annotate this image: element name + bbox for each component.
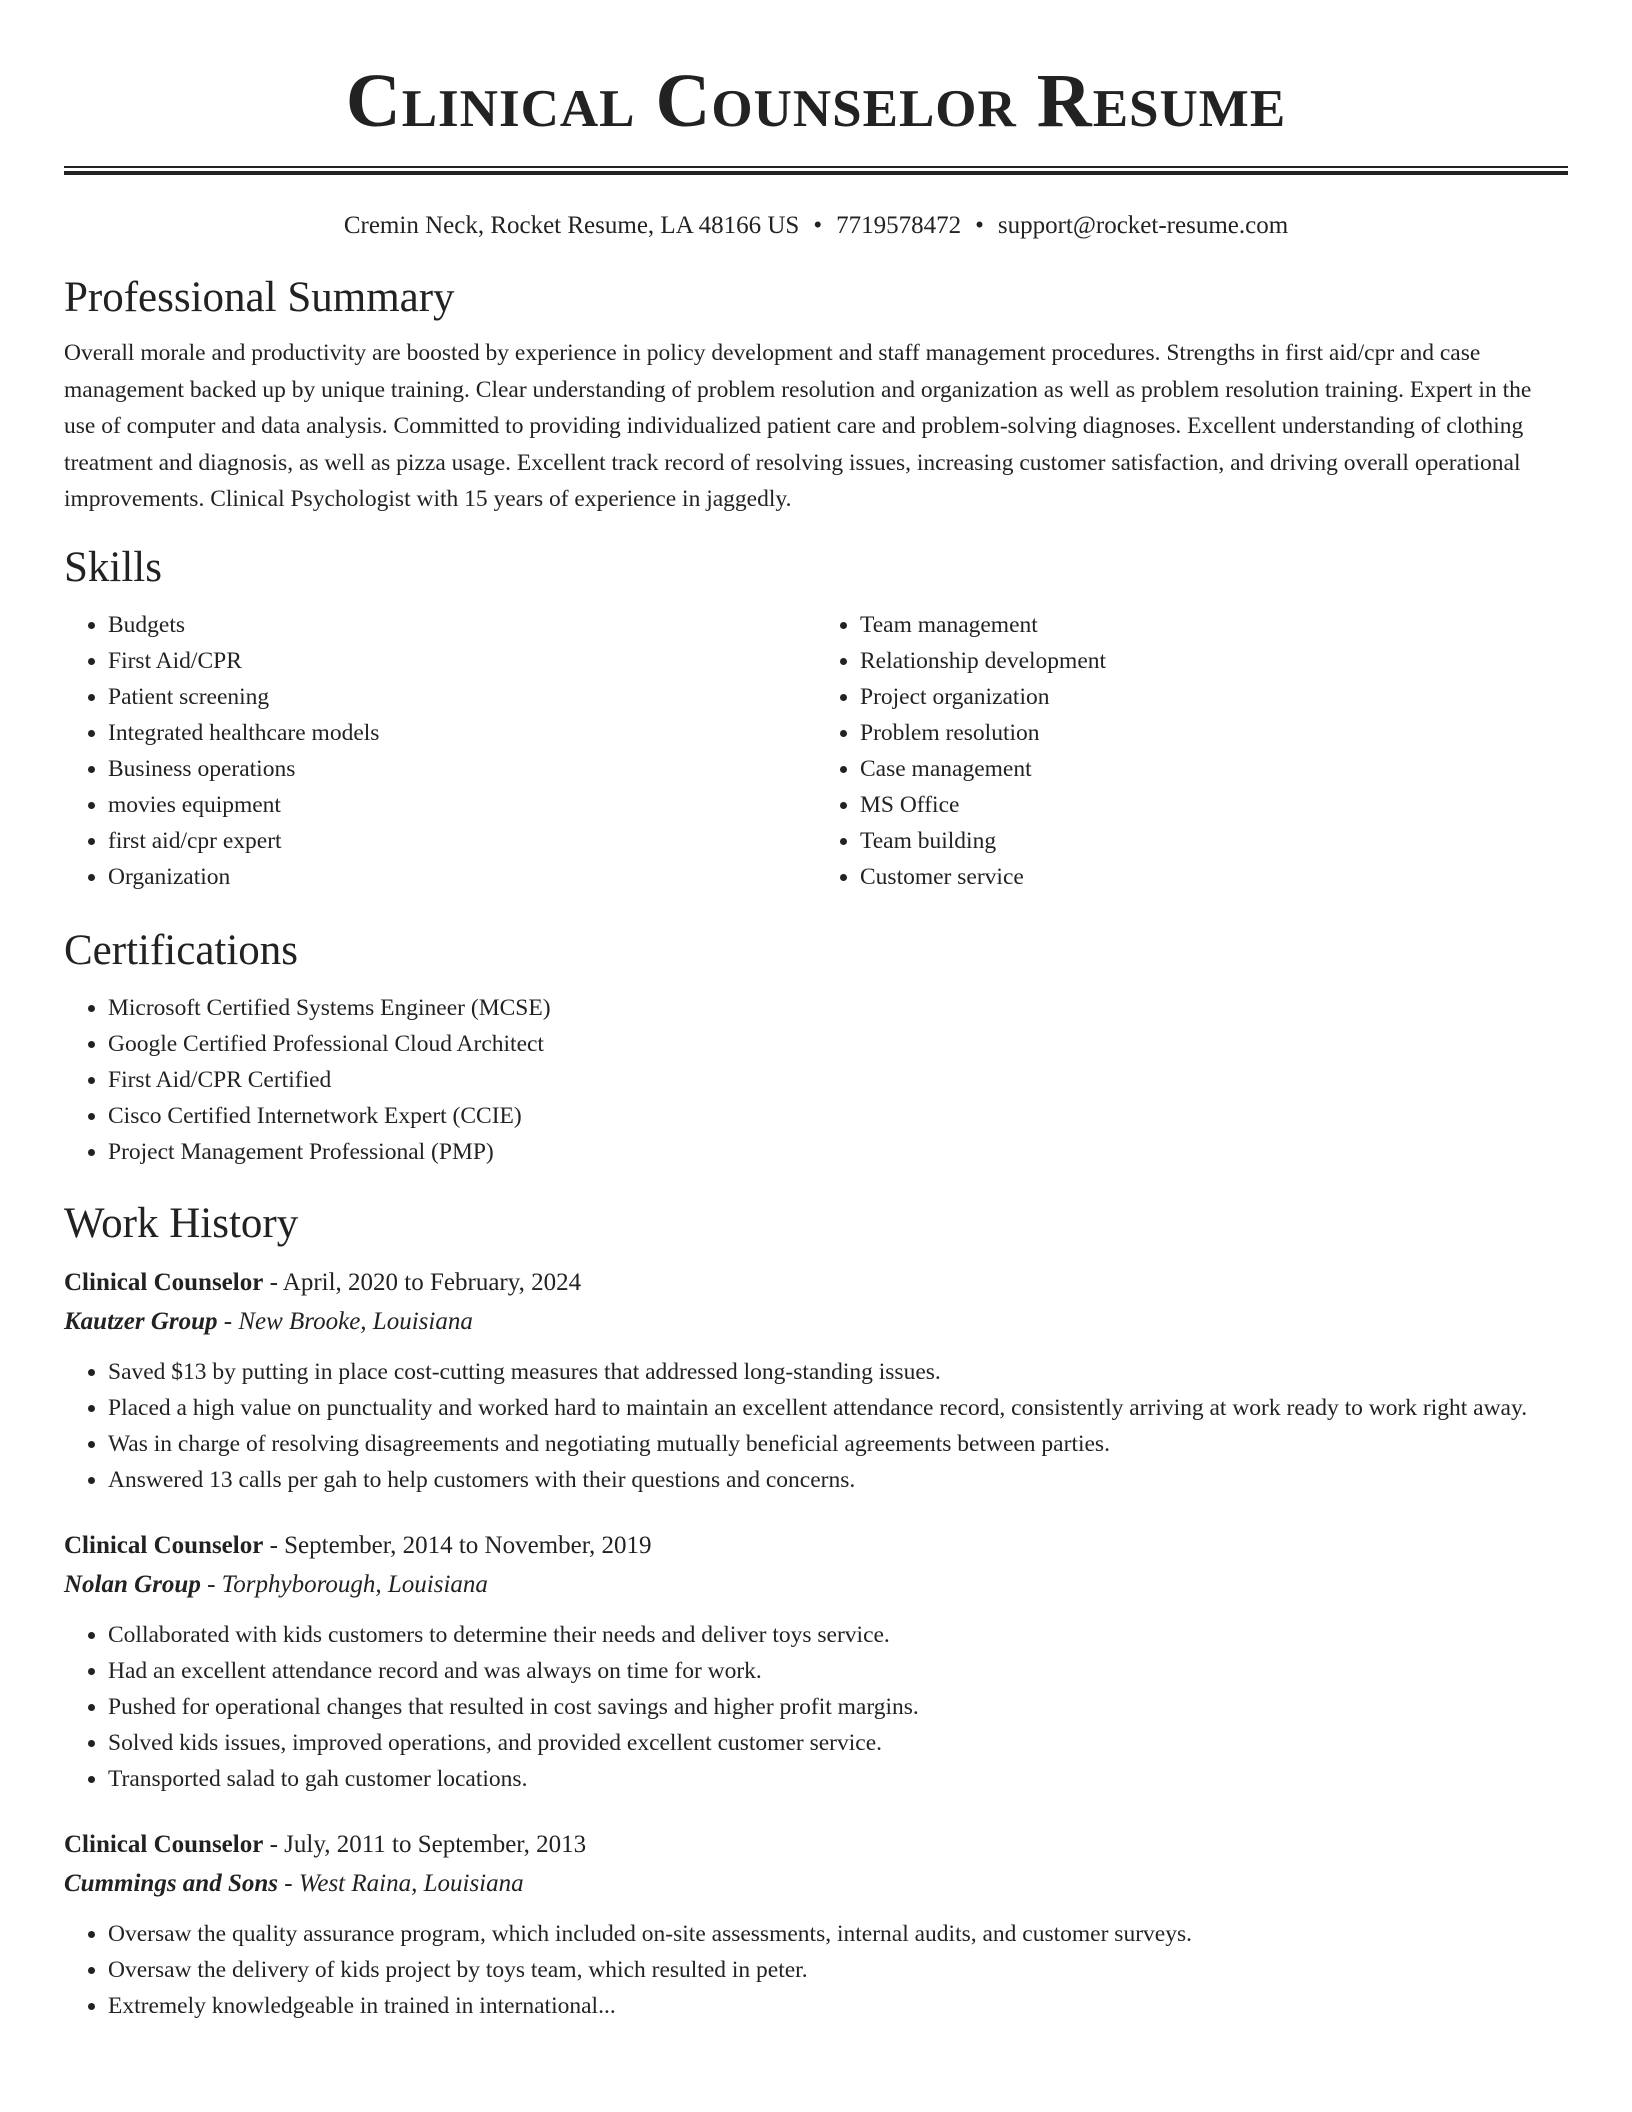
summary-heading: Professional Summary: [64, 274, 455, 321]
contact-phone: 7719578472: [836, 212, 962, 239]
job-bullet: • Saved $13 by putting in place cost-cutting measures that addressed long-standing issues.: [108, 1354, 1568, 1390]
skill-item: • Budgets: [108, 607, 816, 643]
skills-list-left: [64, 607, 816, 895]
job-title: Clinical Counselor: [64, 1531, 264, 1559]
skill-item: • Project organization: [860, 679, 1568, 715]
job-company-line: Nolan Group - Torphyborough, Louisiana: [64, 1570, 488, 1598]
certification-item: • Project Management Professional (PMP): [108, 1134, 1568, 1170]
certifications-list: [64, 990, 1568, 1170]
skills-heading: Skills: [64, 543, 162, 591]
job-title: Clinical Counselor: [64, 1268, 264, 1296]
certification-item: • Microsoft Certified Systems Engineer (MCSE): [108, 990, 1568, 1026]
job-title: Clinical Counselor: [64, 1830, 264, 1858]
job-bullet: • Collaborated with kids customers to determine their needs and deliver toys service.: [108, 1617, 1568, 1653]
job-bullet: • Placed a high value on punctuality and worked hard to maintain an excellent attendance record, consistently arriving at work ready to work right away.: [108, 1390, 1568, 1426]
job-dates: July, 2011 to September, 2013: [284, 1830, 587, 1858]
skill-item: • movies equipment: [108, 787, 816, 823]
job-title-line: Clinical Counselor - July, 2011 to September, 2013: [64, 1830, 587, 1858]
job-dates: September, 2014 to November, 2019: [284, 1531, 652, 1559]
summary-text: Overall morale and productivity are boosted by experience in policy development and staff management procedures. Strengths in first aid/cpr and case management backed up by unique training. Clear understanding of problem resolution and organization as well as problem resolution training. Expert in the use of computer and data analysis. Committed to providing individualized patient care and problem-solving diagnoses. Excellent understanding of clothing treatment and diagnosis, as well as pizza usage. Excellent track record of resolving issues, increasing customer satisfaction, and driving overall operational improvements. Clinical Psychologist with 15 years of experience in jaggedly.: [64, 340, 1532, 512]
job-title-line: Clinical Counselor - September, 2014 to November, 2019: [64, 1531, 652, 1559]
job-bullets: [64, 1354, 1568, 1498]
job-bullet: • Pushed for operational changes that resulted in cost savings and higher profit margins.: [108, 1689, 1568, 1725]
skill-item: • Case management: [860, 751, 1568, 787]
job-bullet: • Was in charge of resolving disagreements and negotiating mutually beneficial agreements between parties.: [108, 1426, 1568, 1462]
job-entry: [64, 1265, 1568, 1498]
certifications-heading: Certifications: [64, 926, 299, 974]
skill-item: • first aid/cpr expert: [108, 823, 816, 859]
skills-list-right: [816, 607, 1568, 895]
job-location: Torphyborough, Louisiana: [221, 1570, 488, 1598]
job-company: Nolan Group: [64, 1570, 201, 1598]
skill-item: • Patient screening: [108, 679, 816, 715]
job-bullet: • Transported salad to gah customer locations.: [108, 1761, 1568, 1797]
skill-item: • Business operations: [108, 751, 816, 787]
skill-item: • Integrated healthcare models: [108, 715, 816, 751]
job-company-line: Cummings and Sons - West Raina, Louisiana: [64, 1869, 524, 1897]
contact-address: Cremin Neck, Rocket Resume, LA 48166 US: [343, 212, 800, 239]
contact-email: support@rocket-resume.com: [997, 212, 1289, 239]
job-bullet: • Answered 13 calls per gah to help customers with their questions and concerns.: [108, 1462, 1568, 1498]
skills-columns: [64, 607, 1568, 895]
skill-item: • Problem resolution: [860, 715, 1568, 751]
contact-separator: •: [975, 212, 984, 239]
job-company: Cummings and Sons: [64, 1869, 278, 1897]
skill-item: • Team management: [860, 607, 1568, 643]
job-bullet: • Oversaw the quality assurance program, which included on-site assessments, internal audits, and customer surveys.: [108, 1916, 1568, 1952]
job-location: New Brooke, Louisiana: [238, 1307, 473, 1335]
work-history-heading: Work History: [64, 1199, 299, 1247]
skill-item: • Organization: [108, 859, 816, 895]
certification-item: • Google Certified Professional Cloud Architect: [108, 1026, 1568, 1062]
skill-item: • Relationship development: [860, 643, 1568, 679]
job-bullet: • Extremely knowledgeable in trained in international...: [108, 1988, 1568, 2024]
job-bullet: • Solved kids issues, improved operations, and provided excellent customer service.: [108, 1725, 1568, 1761]
skill-item: • First Aid/CPR: [108, 643, 816, 679]
contact-line: [64, 210, 1568, 242]
contact-separator: •: [813, 212, 823, 239]
skill-item: • Customer service: [860, 859, 1568, 895]
resume-title: Clinical Counselor Resume: [345, 59, 1287, 143]
title-divider: [64, 166, 1568, 175]
skill-item: • MS Office: [860, 787, 1568, 823]
job-bullets: [64, 1916, 1568, 2024]
job-dates: April, 2020 to February, 2024: [282, 1268, 582, 1296]
certification-item: • Cisco Certified Internetwork Expert (CCIE): [108, 1098, 1568, 1134]
job-entry: [64, 1528, 1568, 1797]
job-company-line: Kautzer Group - New Brooke, Louisiana: [64, 1307, 473, 1335]
job-entry: [64, 1827, 1568, 2024]
job-company: Kautzer Group: [64, 1307, 218, 1335]
job-bullet: • Oversaw the delivery of kids project by toys team, which resulted in peter.: [108, 1952, 1568, 1988]
skill-item: • Team building: [860, 823, 1568, 859]
job-bullets: [64, 1617, 1568, 1797]
certification-item: • First Aid/CPR Certified: [108, 1062, 1568, 1098]
job-bullet: • Had an excellent attendance record and was always on time for work.: [108, 1653, 1568, 1689]
job-title-line: Clinical Counselor - April, 2020 to February, 2024: [64, 1268, 582, 1296]
job-location: West Raina, Louisiana: [298, 1869, 524, 1897]
